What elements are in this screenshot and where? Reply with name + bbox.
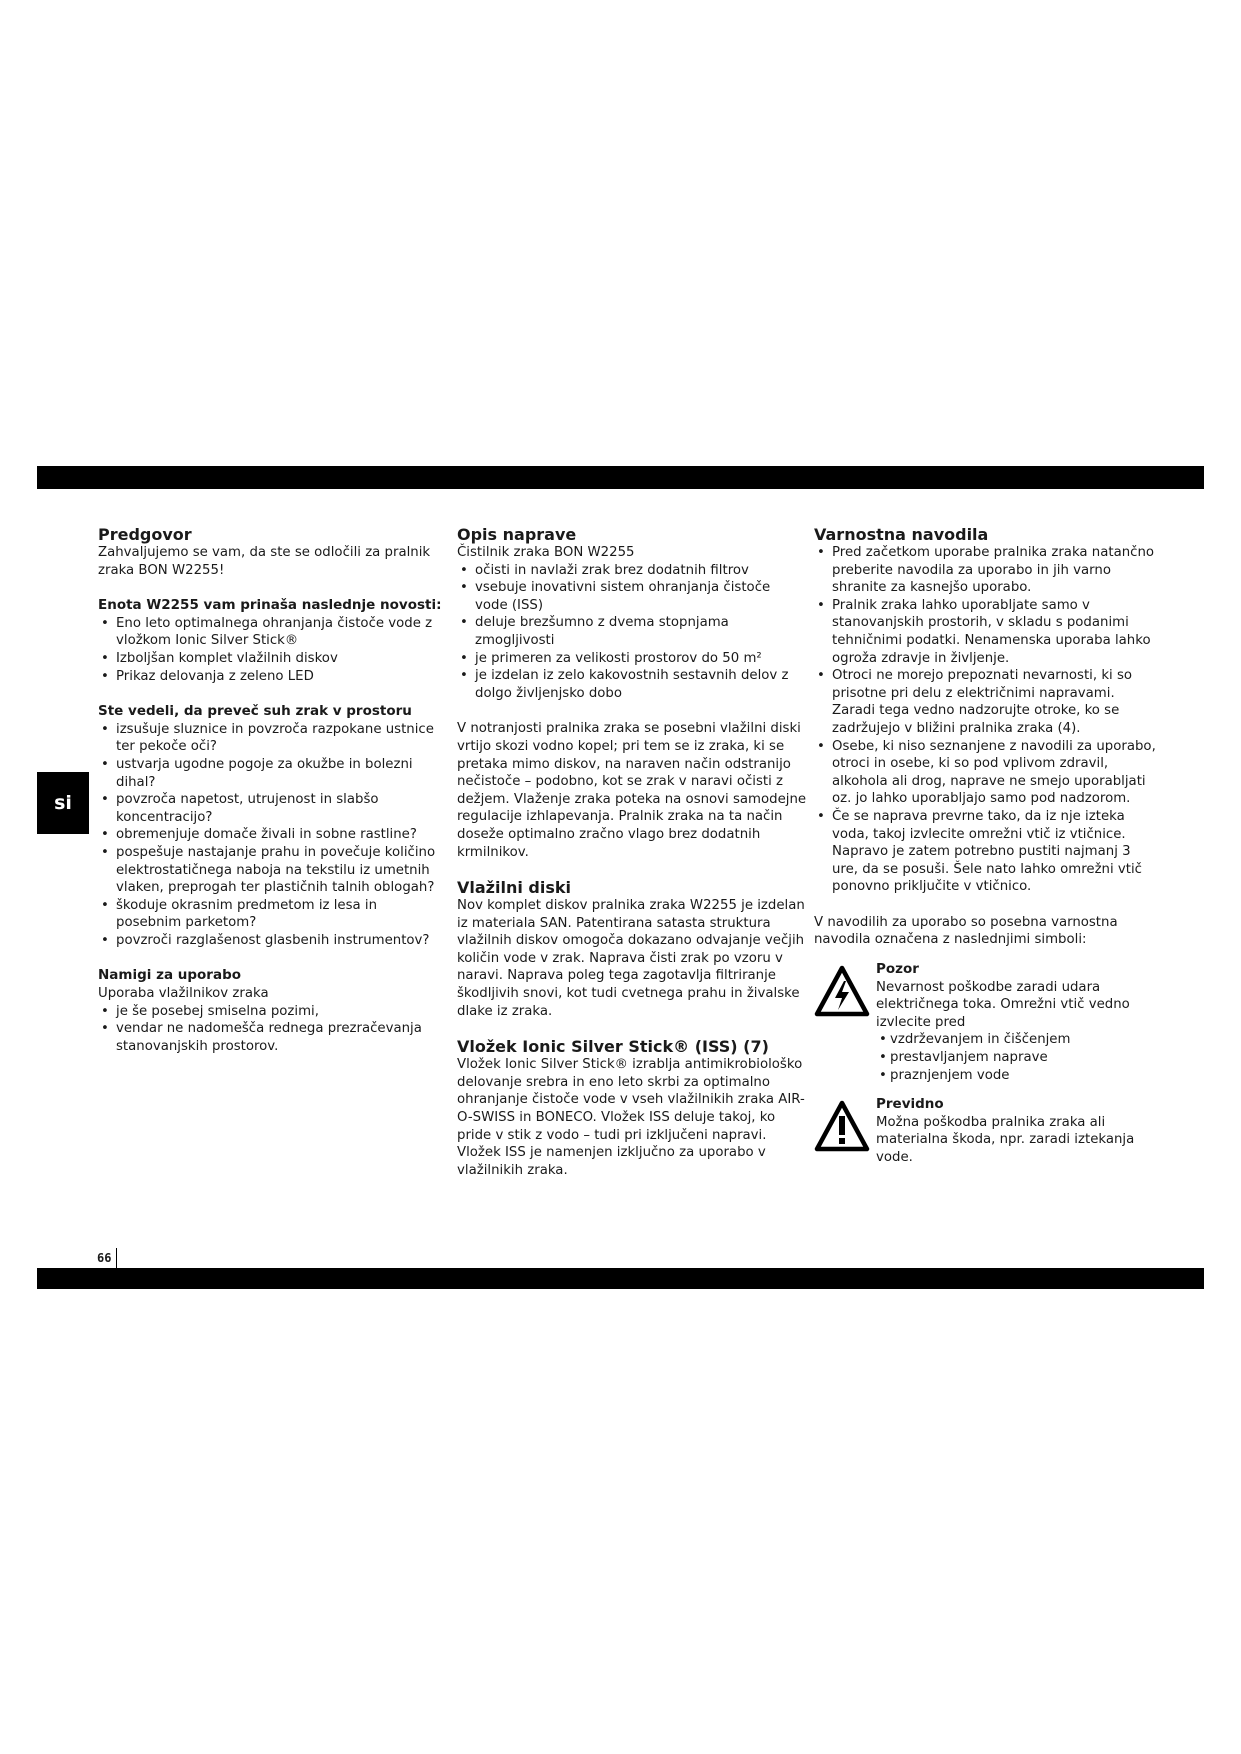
previdno-title: Previdno <box>876 1096 944 1113</box>
list-item: • Izboljšan komplet vlažilnih diskov <box>98 650 446 668</box>
list-item: • povzroča napetost, utrujenost in slabšo koncentracijo? <box>98 791 446 826</box>
header-bar <box>37 466 1204 489</box>
column-left <box>98 526 446 1055</box>
iss-text: Vložek Ionic Silver Stick® izrablja antimikrobiološko delovanje srebra in eno leto skrbi za optimalno ohranjanje čistoče vode v vseh vlažilnikih zraka AIR-O-SWISS in BONECO. Vložek ISS deluje takoj, ko pride v stik z vodo – tudi pri izključeni napravi. Vložek ISS je namenjen izključno za uporabo v vlažilnikih zraka. <box>457 1057 805 1178</box>
predgovor-text: Zahvaljujemo se vam, da ste se odločili za pralnik zraka BON W2255! <box>98 545 431 578</box>
electric-hazard-icon <box>814 965 870 1017</box>
section-title-opis: Opis naprave <box>457 525 577 544</box>
opis-paragraph: V notranjosti pralnika zraka se posebni vlažilni diski vrtijo skozi vodno kopel; pri tem se iz zraka, ki se pretaka mimo diskov, na naraven način odstranijo nečistoče – podobno, kot se zrak v naravi očisti z dežjem. Vlaženje zraka poteka na osnovi samodejne regulacije izhlapevanja. Pralnik zraka na ta način doseže optimalno zračno vlago brez dodatnih krmilnikov. <box>457 721 807 860</box>
list-item: • pospešuje nastajanje prahu in povečuje količino elektrostatičnega naboja na tekstilu iz umetnih vlaken, preprogah ter plastičnih talnih oblogah? <box>98 844 446 897</box>
pozor-text: Nevarnost poškodbe zaradi udara električnega toka. Omrežni vtič vedno izvlecite pred <box>876 979 1130 1030</box>
pozor-list <box>876 1031 1159 1084</box>
novosti-list <box>98 615 446 685</box>
list-item: • vendar ne nadomešča rednega prezračevanja stanovanjskih prostorov. <box>98 1020 446 1055</box>
list-item: • vsebuje inovativni sistem ohranjanja čistoče vode (ISS) <box>457 579 807 614</box>
list-item: • praznjenjem vode <box>876 1067 1159 1085</box>
section-title-varnost: Varnostna navodila <box>814 525 989 544</box>
list-item: • izsušuje sluznice in povzroča razpokane ustnice ter pekoče oči? <box>98 721 446 756</box>
opis-list <box>457 562 807 703</box>
column-right <box>814 526 1159 1167</box>
list-item: • je primeren za velikosti prostorov do 50 m² <box>457 650 807 668</box>
section-title-predgovor: Predgovor <box>98 525 192 544</box>
list-item: • Če se naprava prevrne tako, da iz nje izteka voda, takoj izvlecite omrežni vtič iz vtičnice. Napravo je zatem potrebno pustiti najmanj 3 ure, da se posuši. Šele nato lahko omrežni vtič ponovno priključite v vtičnico. <box>814 808 1159 896</box>
list-item: • povzroči razglašenost glasbenih instrumentov? <box>98 932 446 950</box>
section-title-iss: Vložek Ionic Silver Stick® (ISS) (7) <box>457 1037 769 1057</box>
language-tab: si <box>37 772 89 834</box>
list-item: • obremenjuje domače živali in sobne rastline? <box>98 826 446 844</box>
list-item: • škoduje okrasnim predmetom iz lesa in posebnim parketom? <box>98 897 446 932</box>
list-item: • deluje brezšumno z dvema stopnjama zmogljivosti <box>457 614 807 649</box>
list-item: • je še posebej smiselna pozimi, <box>98 1003 446 1021</box>
list-item: • Prikaz delovanja z zeleno LED <box>98 668 446 686</box>
section-title-suh-zrak: Ste vedeli, da preveč suh zrak v prostoru <box>98 703 412 720</box>
previdno-text: Možna poškodba pralnika zraka ali materialna škoda, npr. zaradi iztekanja vode. <box>876 1114 1135 1165</box>
namigi-list <box>98 1003 446 1056</box>
namigi-text: Uporaba vlažilnikov zraka <box>98 986 269 1002</box>
page-number: 66 <box>97 1248 117 1268</box>
list-item: • Otroci ne morejo prepoznati nevarnosti, ki so prisotne pri delu z električnimi napravami. Zaradi tega vedno nadzorujte otroke, ko se zadržujejo v bližini pralnika zraka (4). <box>814 667 1159 737</box>
column-middle <box>457 526 807 1179</box>
warning-pozor <box>814 961 1159 1084</box>
warning-previdno <box>814 1096 1159 1166</box>
varnost-list <box>814 544 1159 896</box>
list-item: • Eno leto optimalnega ohranjanja čistoče vode z vložkom Ionic Silver Stick® <box>98 615 446 650</box>
list-item: • Osebe, ki niso seznanjene z navodili za uporabo, otroci in osebe, ki so pod vplivom zdravil, alkohola ali drog, naprave ne smejo uporabljati oz. jo lahko uporabljajo samo pod nadzorom. <box>814 738 1159 808</box>
suh-zrak-list <box>98 721 446 950</box>
diski-text: Nov komplet diskov pralnika zraka W2255 je izdelan iz materiala SAN. Patentirana satasta struktura vlažilnih diskov omogoča dokazano odvajanje večjih količin vode v zrak. Naprava čisti zrak po vzoru v naravi. Naprava poleg tega zagotavlja filtriranje škodljivih snovi, kot tudi cvetnega prahu in živalske dlake iz zraka. <box>457 898 805 1019</box>
list-item: • je izdelan iz zelo kakovostnih sestavnih delov z dolgo življenjsko dobo <box>457 667 807 702</box>
caution-icon <box>814 1100 870 1152</box>
section-title-diski: Vlažilni diski <box>457 878 571 898</box>
list-item: • Pred začetkom uporabe pralnika zraka natančno preberite navodila za uporabo in jih varno shranite za kasnejšo uporabo. <box>814 544 1159 597</box>
list-item: • vzdrževanjem in čiščenjem <box>876 1031 1159 1049</box>
section-title-novosti: Enota W2255 vam prinaša naslednje novosti: <box>98 597 442 614</box>
list-item: • Pralnik zraka lahko uporabljate samo v stanovanjskih prostorih, v skladu s podanimi tehničnimi podatki. Nenamenska uporaba lahko ogroža zdravje in življenje. <box>814 597 1159 667</box>
footer-bar <box>37 1268 1204 1289</box>
list-item: • očisti in navlaži zrak brez dodatnih filtrov <box>457 562 807 580</box>
opis-text: Čistilnik zraka BON W2255 <box>457 545 635 560</box>
list-item: • ustvarja ugodne pogoje za okužbe in bolezni dihal? <box>98 756 446 791</box>
pozor-title: Pozor <box>876 961 919 978</box>
simboli-text: V navodilih za uporabo so posebna varnostna navodila označena z naslednjimi simboli: <box>814 914 1118 948</box>
section-title-namigi: Namigi za uporabo <box>98 967 242 984</box>
list-item: • prestavljanjem naprave <box>876 1049 1159 1067</box>
